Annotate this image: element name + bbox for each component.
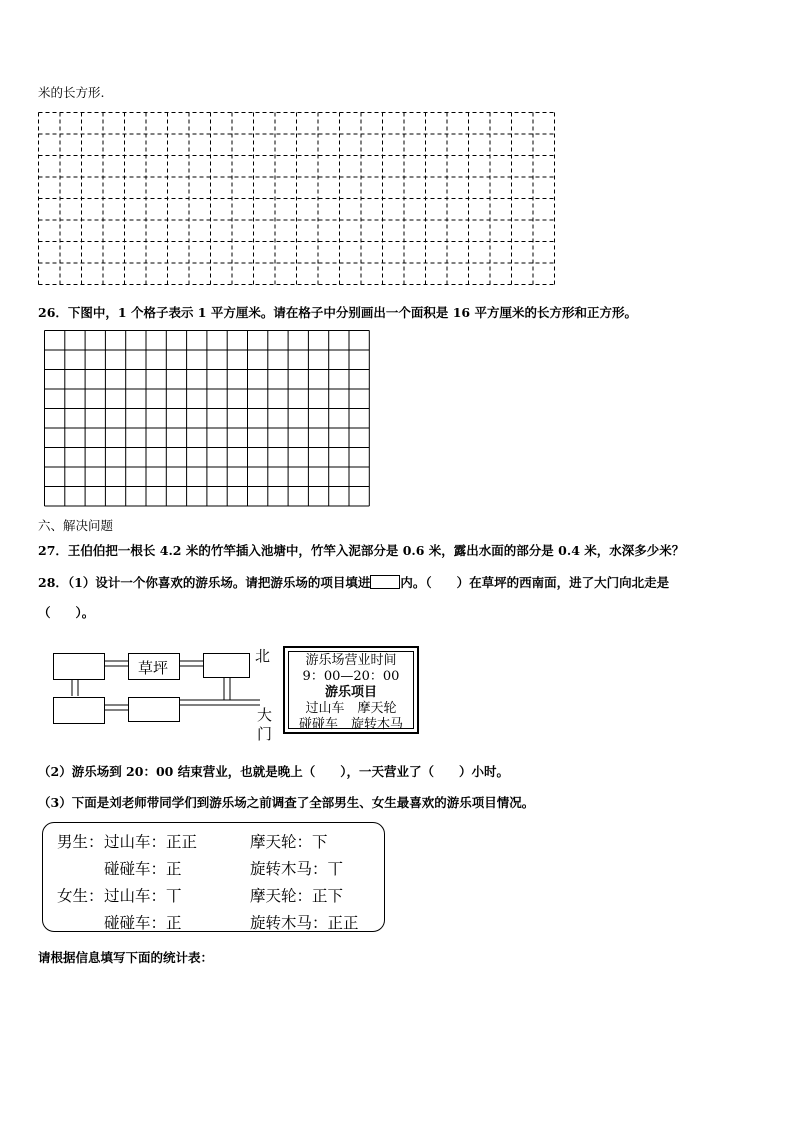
question-26: 26．下图中，1 个格子表示 1 平方厘米。请在格子中分别画出一个面积是 16 平方厘米的长方形和正方形。: [38, 305, 637, 320]
question-27: 27．王伯伯把一根长 4.2 米的竹竿插入池塘中，竹竿入泥部分是 0.6 米，露出水面的部分是 0.4 米，水深多少米？: [38, 543, 685, 558]
map-box-top-right: [203, 653, 250, 678]
girls-coaster-tally: 过山车：丅: [104, 887, 182, 905]
section-title: 六、解决问题: [38, 518, 114, 533]
lawn-label: 草坪: [138, 659, 169, 677]
solid-grid: [44, 330, 372, 508]
boys-coaster-tally: 过山车：正正: [104, 833, 198, 851]
boys-ferris-tally: 摩天轮：下: [250, 833, 328, 851]
question-28-part1: [38, 573, 669, 591]
q28-part1-b: 内。（ ）在草坪的西南面，进了大门向北走是: [400, 575, 670, 590]
gate-label-2: 门: [257, 725, 273, 743]
answer-blank-box: [370, 575, 400, 589]
rides-row-2: 碰碰车 旋转木马: [298, 717, 403, 732]
girls-bumper-tally: 碰碰车：正: [104, 914, 182, 932]
hours-title: 游乐场营业时间: [305, 653, 397, 668]
boys-carousel-tally: 旋转木马：丅: [250, 860, 344, 878]
girls-ferris-tally: 摩天轮：正下: [250, 887, 344, 905]
girls-carousel-tally: 旋转木马：正正: [250, 914, 359, 932]
opening-hours-inner: [288, 651, 414, 732]
rides-title: 游乐项目: [324, 685, 377, 700]
north-label: 北: [255, 647, 271, 665]
girls-label: 女生：: [57, 887, 104, 905]
boys-bumper-tally: 碰碰车：正: [104, 860, 182, 878]
gate-label-1: 大: [257, 706, 273, 724]
q28-part1-a: 28．（1）设计一个你喜欢的游乐场。请把游乐场的项目填进: [38, 575, 371, 590]
question-28-part3: （3）下面是刘老师带同学们到游乐场之前调查了全部男生、女生最喜欢的游乐项目情况。: [38, 795, 535, 810]
map-box-bottom-left: [53, 697, 105, 724]
hours-time: 9：00—20：00: [302, 669, 400, 684]
q28-part1-c: （ ）。: [38, 605, 95, 620]
map-box-bottom-middle: [128, 697, 180, 722]
map-box-top-left: [53, 653, 105, 680]
question-28-part2: （2）游乐场到 20：00 结束营业，也就是晚上（ ），一天营业了（ ）小时。: [38, 764, 509, 779]
rides-row-1: 过山车 摩天轮: [305, 701, 397, 716]
dashed-grid: [38, 112, 558, 288]
boys-label: 男生：: [57, 833, 104, 851]
intro-text: 米的长方形.: [38, 85, 105, 100]
table-instruction: 请根据信息填写下面的统计表：: [38, 950, 214, 965]
opening-hours-board: [283, 646, 419, 734]
map-box-lawn: [128, 653, 180, 680]
